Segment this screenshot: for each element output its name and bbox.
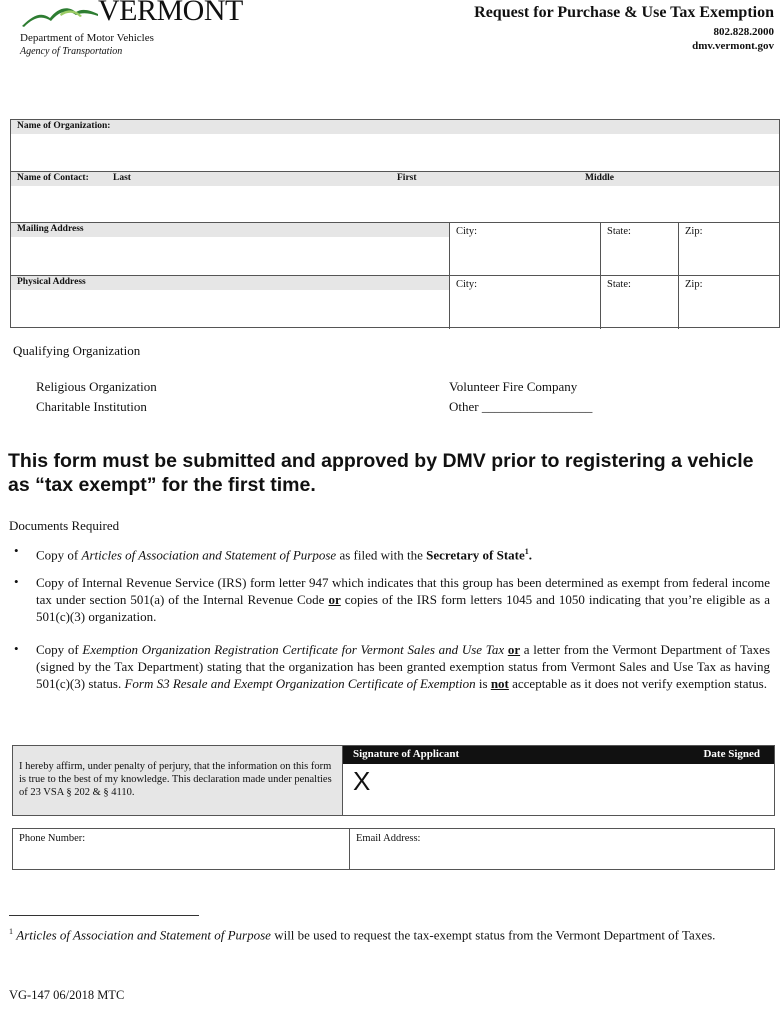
mailing-address-label: Mailing Address <box>11 223 449 237</box>
physical-address-label: Physical Address <box>11 276 449 290</box>
option-religious[interactable]: Religious Organization <box>36 379 157 394</box>
signature-x-mark[interactable]: X <box>353 766 371 796</box>
header-phone: 802.828.2000 <box>713 26 774 38</box>
form-number: VG-147 06/2018 MTC <box>9 988 125 1002</box>
physical-state-field[interactable]: State: <box>600 276 678 329</box>
mailing-zip-field[interactable]: Zip: <box>678 223 779 275</box>
organization-info-table <box>10 119 780 328</box>
mailing-state-field[interactable]: State: <box>600 223 678 275</box>
option-charitable[interactable]: Charitable Institution <box>36 399 147 414</box>
document-item-2: Copy of Internal Revenue Service (IRS) form letter 947 which indicates that this group has been determined as exempt from federal income tax under section 501(a) of the Internal Revenue Code or copies of the IRS form letters 1045 and 1050 indicating that you’re eligible as a 501(c)(3) organization. <box>36 575 770 624</box>
contact-row[interactable] <box>11 172 779 223</box>
document-item-3: Copy of Exemption Organization Registration Certificate for Vermont Sales and Use Tax or a letter from the Vermont Department of Taxes (signed by the Tax Department) stating that the organization has been granted exemption status from Vermont Sales and Use Tax as having 501(c)(3) status. Form S3 Resale and Exempt Organization Certificate of Exemption is not acceptable as it does not verify exemption status. <box>36 642 771 691</box>
middle-name-label: Middle <box>585 173 615 183</box>
physical-city-field[interactable]: City: <box>449 276 601 329</box>
first-name-label: First <box>397 173 417 183</box>
signature-header <box>343 746 774 764</box>
qualifying-heading: Qualifying Organization <box>13 343 141 358</box>
mailing-address-row <box>11 223 779 276</box>
signature-box <box>12 745 775 816</box>
footnote: $^1$ Articles of Association and Statement of Purpose will be used to request the tax-exempt status from the Vermont Department of Taxes. <box>9 927 716 943</box>
department-name: Department of Motor Vehicles <box>20 32 154 44</box>
contact-label: Name of Contact: <box>17 173 89 183</box>
contact-box <box>12 828 775 870</box>
last-name-label: Last <box>113 173 131 183</box>
contact-label-strip <box>11 172 779 186</box>
mailing-city-field[interactable]: City: <box>449 223 601 275</box>
agency-name: Agency of Transportation <box>20 46 123 57</box>
bullet-1: • <box>14 543 19 558</box>
bullet-2: • <box>14 574 19 589</box>
documents-heading: Documents Required <box>9 518 120 533</box>
phone-number-field[interactable]: Phone Number: <box>19 833 86 844</box>
email-address-field[interactable]: Email Address: <box>349 829 774 869</box>
physical-zip-field[interactable]: Zip: <box>678 276 779 329</box>
affirmation-text: I hereby affirm, under penalty of perjury, that the information on this form is true to the best of my knowledge. This declaration made under penalties of 23 VSA § 202 & § 4110. <box>13 746 343 815</box>
option-other[interactable]: Other _________________ <box>449 399 593 414</box>
footnote-divider <box>9 915 199 916</box>
organization-row[interactable] <box>11 120 779 172</box>
vermont-logo-icon <box>20 0 100 30</box>
notice-text: This form must be submitted and approved by DMV prior to registering a vehicle as “tax exempt” for the first time. <box>8 450 754 496</box>
logo-wordmark: VERMONT <box>98 0 243 27</box>
bullet-3: • <box>14 641 19 656</box>
date-signed-label: Date Signed <box>703 748 760 760</box>
physical-address-row <box>11 276 779 329</box>
form-title: Request for Purchase & Use Tax Exemption <box>474 4 774 21</box>
signature-label: Signature of Applicant <box>353 748 460 760</box>
header-website: dmv.vermont.gov <box>692 40 774 52</box>
document-item-1: Copy of Articles of Association and Statement of Purpose as filed with the Secretary of State$^1$. <box>36 547 533 563</box>
option-fire-company[interactable]: Volunteer Fire Company <box>449 379 578 394</box>
organization-label: Name of Organization: <box>11 120 779 134</box>
